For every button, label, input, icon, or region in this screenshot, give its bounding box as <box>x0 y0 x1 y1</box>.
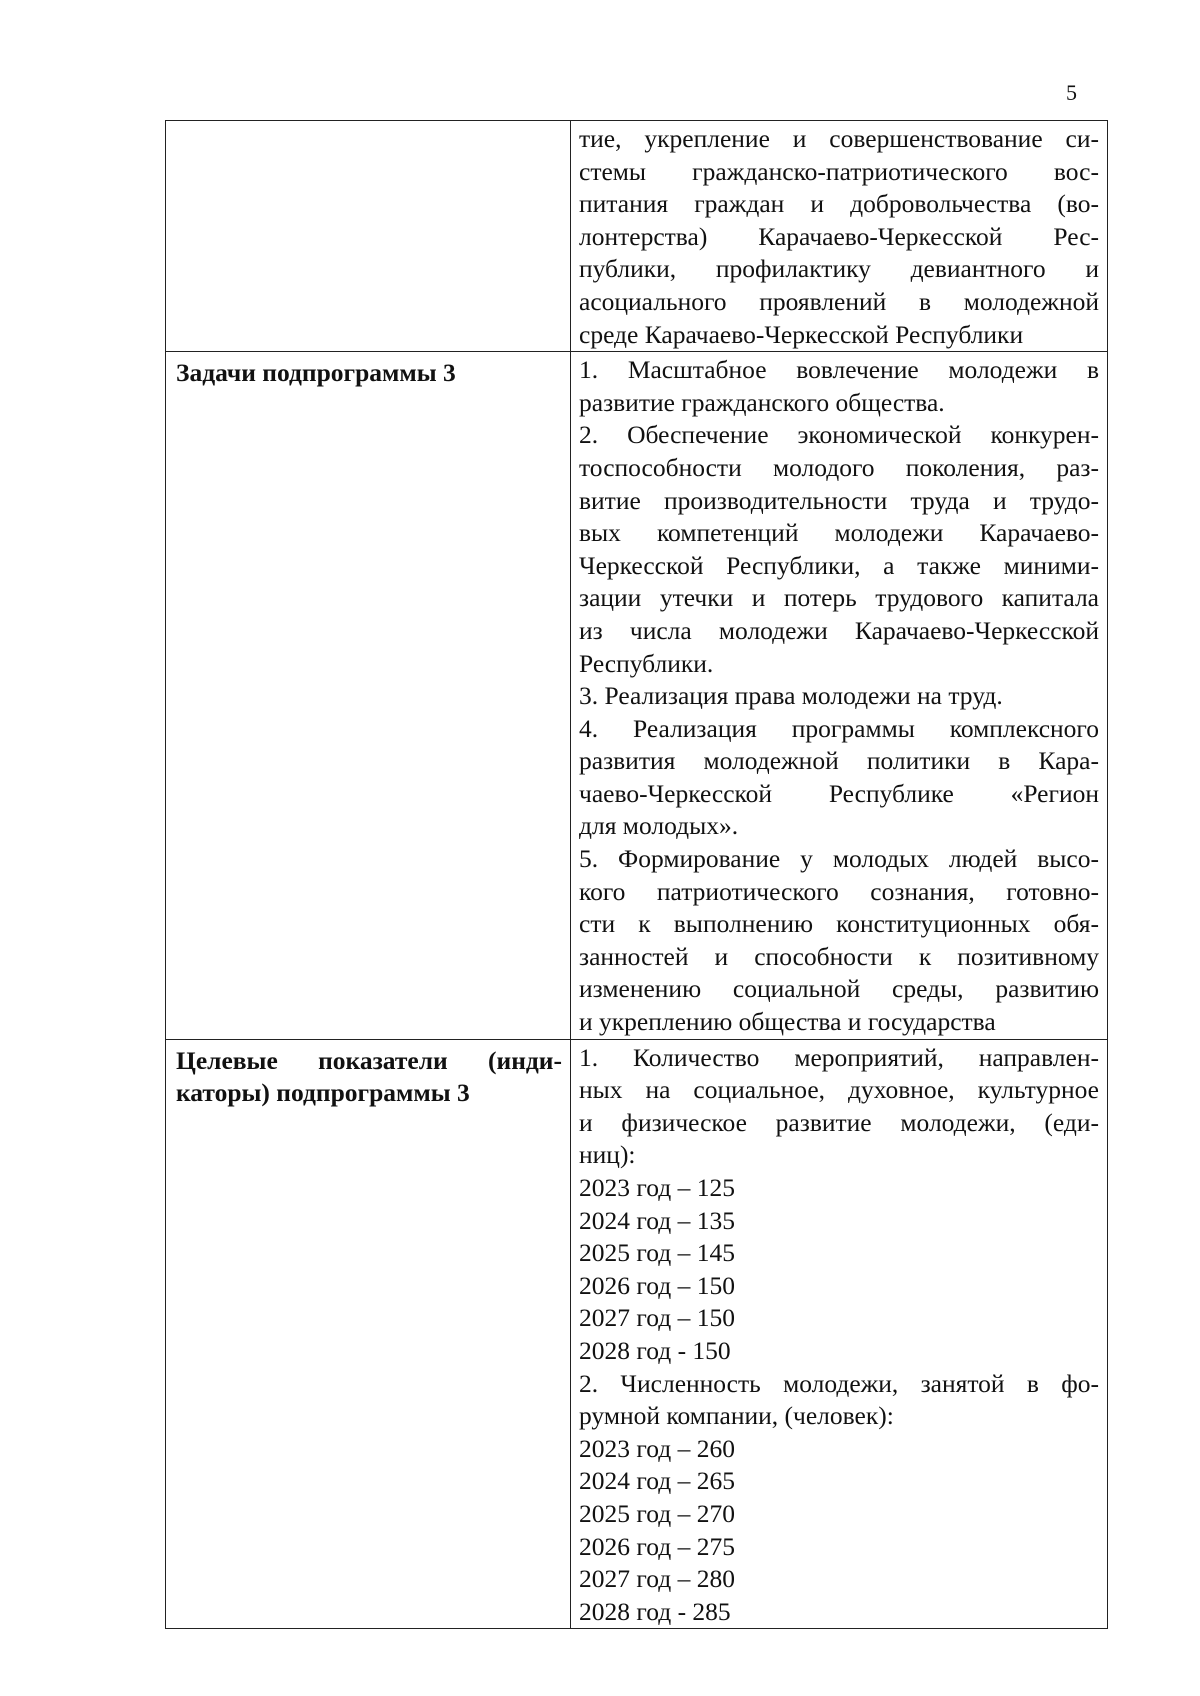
content-line: тие, укрепление и совершенствование си- <box>579 124 1099 153</box>
table-row-goal-continuation <box>166 121 1108 352</box>
content-line: Республики. <box>579 648 714 678</box>
indicator-value-line: 2026 год – 275 <box>579 1531 735 1561</box>
content-line: для молодых». <box>579 811 739 841</box>
row-label: Целевые показатели (инди- <box>176 1045 562 1075</box>
row-label-cell <box>166 352 571 1039</box>
content-line: 3. Реализация права молодежи на труд. <box>579 681 1003 711</box>
content-line: публики, профилактику девиантного и <box>579 254 1099 284</box>
row-label: каторы) подпрограммы 3 <box>176 1078 470 1108</box>
content-line: питания граждан и добровольчества (во- <box>579 189 1099 219</box>
content-line: 1. Количество мероприятий, направлен- <box>579 1042 1099 1072</box>
content-line: занностей и способности к позитивному <box>579 941 1099 971</box>
indicator-value-line: 2025 год – 270 <box>579 1498 735 1528</box>
content-line: ных на социальное, духовное, культурное <box>579 1075 1099 1105</box>
page-number: 5 <box>1066 80 1077 105</box>
row-label-cell <box>166 121 571 352</box>
indicator-value-line: 2028 год - 285 <box>579 1596 731 1626</box>
row-content-cell <box>571 352 1108 1039</box>
row-content-cell <box>571 121 1108 352</box>
content-line: зации утечки и потерь трудового капитала <box>579 583 1099 613</box>
content-line: ниц): <box>579 1140 636 1170</box>
indicator-value-line: 2024 год – 265 <box>579 1466 735 1496</box>
row-label-cell <box>166 1039 571 1629</box>
content-line: среде Карачаево-Черкесской Республики <box>579 319 1024 349</box>
content-line: 2. Численность молодежи, занятой в фо- <box>579 1368 1099 1398</box>
content-line: лонтерства) Карачаево-Черкесской Рес- <box>579 221 1099 251</box>
row-label: Задачи подпрограммы 3 <box>176 358 456 388</box>
indicator-value-line: 2024 год – 135 <box>579 1205 735 1235</box>
content-line: из числа молодежи Карачаево-Черкесской <box>579 615 1099 645</box>
row-content-cell <box>571 1039 1108 1629</box>
subprogram-passport-table <box>165 120 1108 1629</box>
table-row-tasks <box>166 352 1108 1039</box>
content-line: витие производительности труда и трудо- <box>579 485 1099 515</box>
indicator-value-line: 2027 год – 280 <box>579 1564 735 1594</box>
indicator-value-line: 2023 год – 260 <box>579 1433 735 1463</box>
content-line: развития молодежной политики в Кара- <box>579 746 1099 776</box>
indicator-value-line: 2026 год – 150 <box>579 1270 735 1300</box>
content-line: вых компетенций молодежи Карачаево- <box>579 518 1099 548</box>
content-line: румной компании, (человек): <box>579 1401 894 1431</box>
content-line: развитие гражданского общества. <box>579 387 945 417</box>
content-line: кого патриотического сознания, готовно- <box>579 876 1099 906</box>
content-line: стемы гражданско-патриотического вос- <box>579 156 1099 186</box>
content-line: Черкесской Республики, а также миними- <box>579 550 1099 580</box>
content-line: тоспособности молодого поколения, раз- <box>579 452 1099 482</box>
content-line: сти к выполнению конституционных обя- <box>579 909 1099 939</box>
content-line: 2. Обеспечение экономической конкурен- <box>579 420 1099 450</box>
content-line: чаево-Черкесской Республике «Регион <box>579 778 1099 808</box>
indicator-value-line: 2025 год – 145 <box>579 1238 735 1268</box>
indicator-value-line: 2023 год – 125 <box>579 1173 735 1202</box>
content-line: 5. Формирование у молодых людей высо- <box>579 844 1099 874</box>
table-row-indicators <box>166 1039 1108 1629</box>
content-line: 4. Реализация программы комплексного <box>579 713 1099 743</box>
content-line: и физическое развитие молодежи, (еди- <box>579 1107 1099 1137</box>
indicator-value-line: 2027 год – 150 <box>579 1303 735 1333</box>
content-line: и укреплению общества и государства <box>579 1007 996 1037</box>
content-line: асоциального проявлений в молодежной <box>579 286 1099 316</box>
content-line: изменению социальной среды, развитию <box>579 974 1099 1004</box>
content-line: 1. Масштабное вовлечение молодежи в <box>579 355 1099 385</box>
indicator-value-line: 2028 год - 150 <box>579 1335 731 1365</box>
